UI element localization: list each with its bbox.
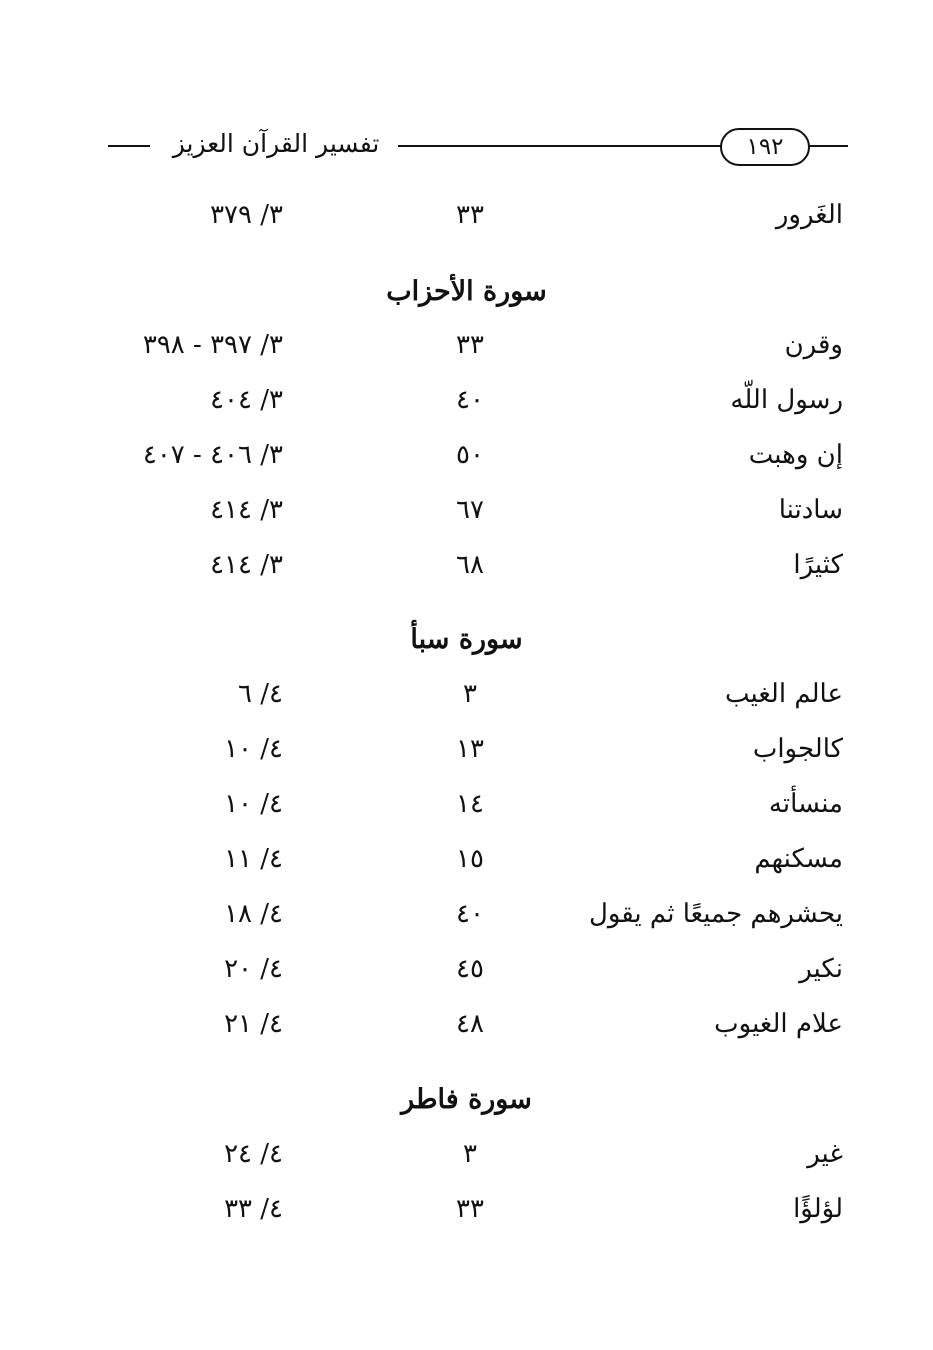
index-word: منسأته — [768, 789, 843, 819]
index-row — [0, 1189, 933, 1229]
volume-page-reference: ٤/ ١٠ — [224, 789, 283, 819]
page-number: ١٩٢ — [720, 128, 810, 166]
ayah-number: ٣ — [463, 1139, 477, 1169]
volume-page-reference: ٣/ ٤١٤ — [210, 495, 283, 525]
index-row — [0, 1134, 933, 1174]
index-word: لؤلؤًا — [793, 1194, 843, 1224]
volume-page-reference: ٣/ ٣٧٩ — [210, 200, 283, 230]
index-word: الغَرور — [775, 200, 843, 230]
index-row — [0, 490, 933, 530]
index-row — [0, 435, 933, 475]
index-word: سادتنا — [778, 495, 843, 525]
index-word: يحشرهم جميعًا ثم يقول — [588, 899, 843, 929]
ayah-number: ٤٨ — [456, 1009, 484, 1039]
volume-page-reference: ٤/ ١٨ — [224, 899, 283, 929]
surah-heading: سورة سبأ — [410, 624, 523, 655]
volume-page-reference: ٣/ ٤٠٦ - ٤٠٧ — [142, 440, 283, 470]
volume-page-reference: ٤/ ٢٠ — [224, 954, 283, 984]
header-rule-right — [808, 145, 848, 147]
index-row — [0, 325, 933, 365]
index-row — [0, 729, 933, 769]
index-word: عالم الغيب — [725, 679, 843, 709]
ayah-number: ١٤ — [456, 789, 484, 819]
index-word: نكير — [799, 954, 843, 984]
ayah-number: ٤٠ — [456, 385, 484, 415]
header-rule-left — [108, 145, 150, 147]
ayah-number: ٦٧ — [456, 495, 484, 525]
ayah-number: ٤٥ — [456, 954, 484, 984]
volume-page-reference: ٣/ ٤٠٤ — [210, 385, 283, 415]
running-title: تفسير القرآن العزيز — [172, 129, 380, 158]
index-word: وقرن — [784, 330, 843, 360]
index-row — [0, 894, 933, 934]
ayah-number: ٥٠ — [456, 440, 484, 470]
volume-page-reference: ٤/ ١١ — [224, 844, 283, 874]
index-row — [0, 839, 933, 879]
ayah-number: ٣٣ — [456, 330, 484, 360]
index-row — [0, 195, 933, 235]
index-row — [0, 674, 933, 714]
index-row — [0, 1004, 933, 1044]
index-word: مسكنهم — [754, 844, 843, 874]
page-header — [108, 124, 848, 168]
volume-page-reference: ٤/ ٢١ — [224, 1009, 283, 1039]
index-word: إن وهبت — [748, 440, 843, 470]
ayah-number: ٣ — [463, 679, 477, 709]
volume-page-reference: ٤/ ٣٣ — [224, 1194, 283, 1224]
volume-page-reference: ٣/ ٣٩٧ - ٣٩٨ — [142, 330, 283, 360]
ayah-number: ٤٠ — [456, 899, 484, 929]
volume-page-reference: ٤/ ٦ — [238, 679, 283, 709]
index-row — [0, 380, 933, 420]
volume-page-reference: ٤/ ٢٤ — [224, 1139, 283, 1169]
volume-page-reference: ٤/ ١٠ — [224, 734, 283, 764]
ayah-number: ٦٨ — [456, 550, 484, 580]
index-word: رسول اللّه — [730, 385, 843, 415]
ayah-number: ١٣ — [456, 734, 484, 764]
index-row — [0, 949, 933, 989]
index-word: علام الغيوب — [714, 1009, 843, 1039]
surah-heading: سورة الأحزاب — [386, 276, 547, 307]
ayah-number: ١٥ — [456, 844, 484, 874]
index-row — [0, 545, 933, 585]
index-word: غير — [807, 1139, 843, 1169]
index-word: كالجواب — [752, 734, 843, 764]
ayah-number: ٣٣ — [456, 200, 484, 230]
surah-heading: سورة فاطر — [401, 1084, 532, 1115]
volume-page-reference: ٣/ ٤١٤ — [210, 550, 283, 580]
index-word: كثيرًا — [793, 550, 843, 580]
index-row — [0, 784, 933, 824]
ayah-number: ٣٣ — [456, 1194, 484, 1224]
